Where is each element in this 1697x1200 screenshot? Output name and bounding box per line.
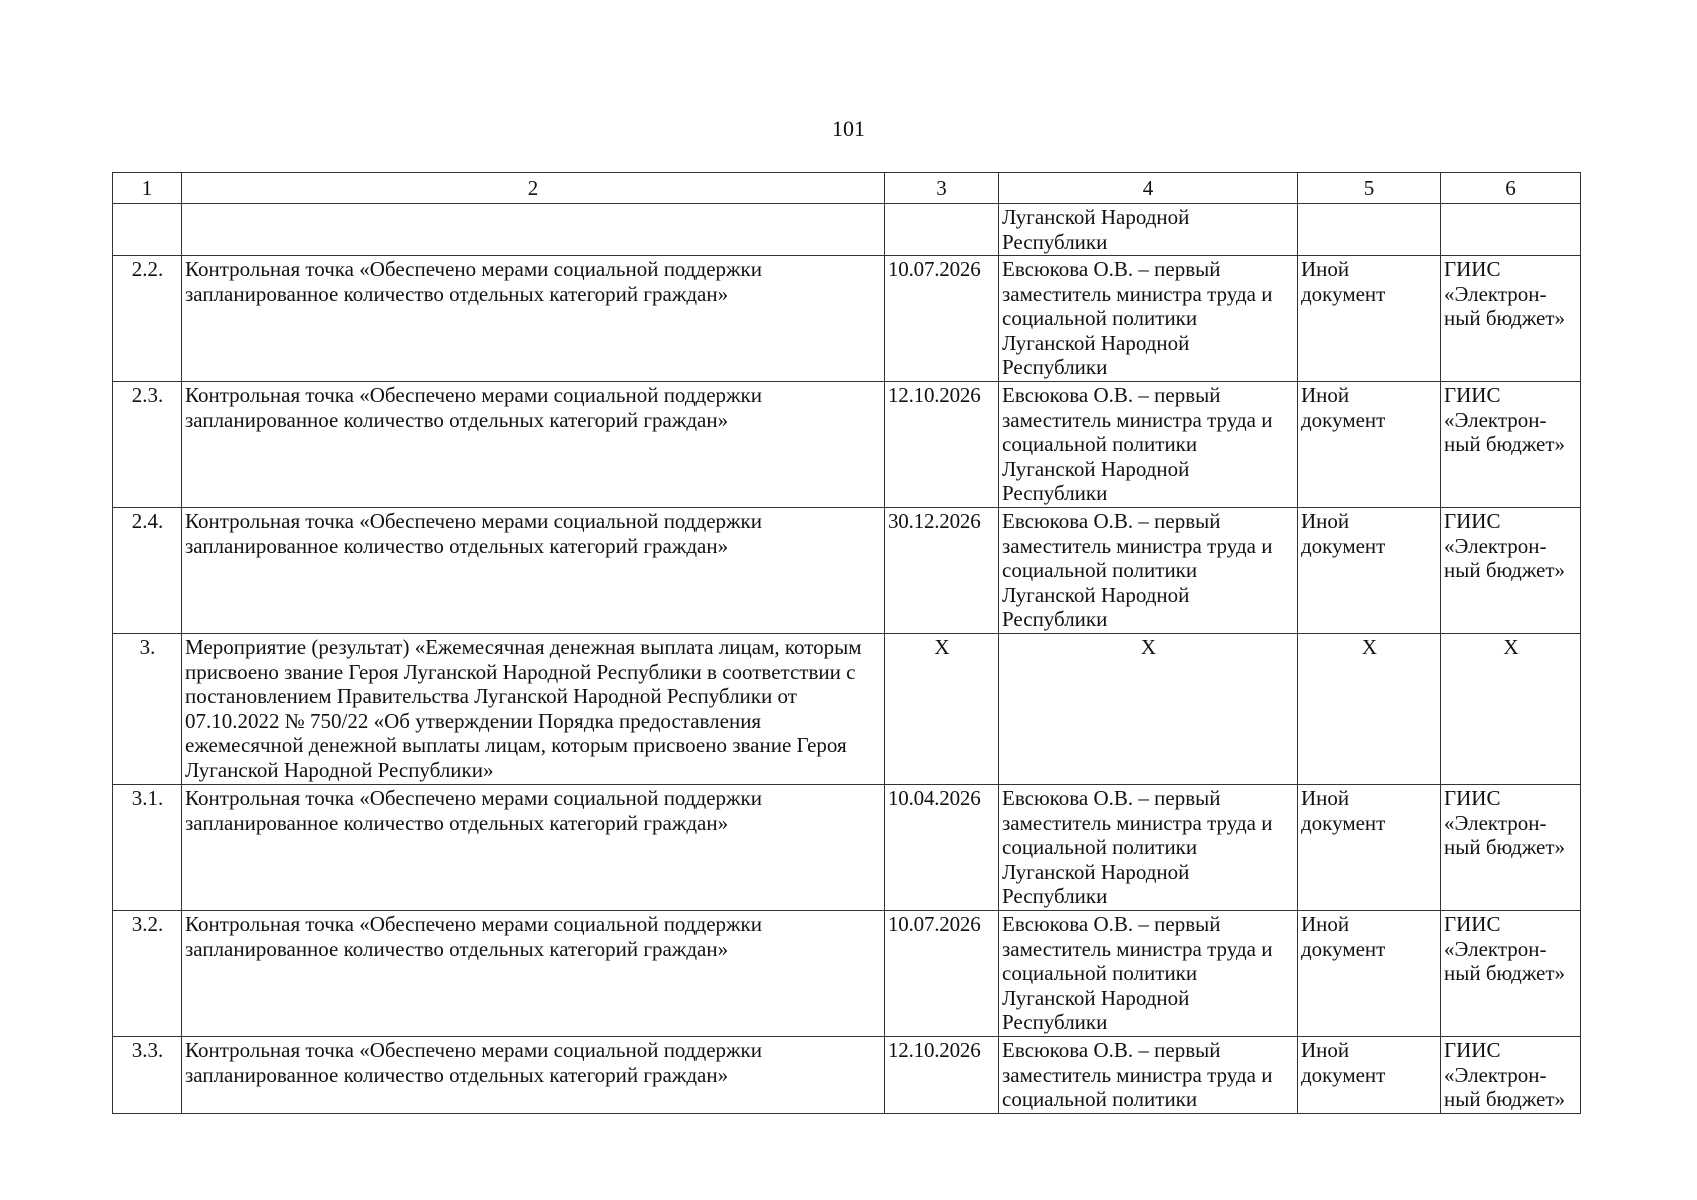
cell-date: 30.12.2026 [885,508,999,634]
table-row [113,508,1581,634]
table-header-row [113,173,1581,204]
cell-date [885,204,999,256]
cell-system: ГИИС «Электрон-ный бюджет» [1441,256,1581,382]
cell-document: Иной документ [1298,256,1441,382]
cell-document: Иной документ [1298,785,1441,911]
plan-table [112,172,1581,1114]
cell-description: Контрольная точка «Обеспечено мерами социальной поддержки запланированное количество отдельных категорий граждан» [182,382,885,508]
cell-document: Иной документ [1298,508,1441,634]
cell-document [1298,204,1441,256]
cell-description: Контрольная точка «Обеспечено мерами социальной поддержки запланированное количество отдельных категорий граждан» [182,508,885,634]
cell-document: Иной документ [1298,382,1441,508]
cell-description: Контрольная точка «Обеспечено мерами социальной поддержки запланированное количество отдельных категорий граждан» [182,256,885,382]
cell-responsible: Евсюкова О.В. – первый заместитель министра труда и социальной политики Луганской Народной Республики [999,508,1298,634]
cell-responsible: Евсюкова О.В. – первый заместитель министра труда и социальной политики Луганской Народной Республики [999,911,1298,1037]
cell-description: Контрольная точка «Обеспечено мерами социальной поддержки запланированное количество отдельных категорий граждан» [182,785,885,911]
table-row-continuation [113,204,1581,256]
cell-num: 2.3. [113,382,182,508]
cell-description [182,204,885,256]
column-header-6: 6 [1441,173,1581,204]
table-row-event [113,634,1581,785]
table-row [113,1037,1581,1114]
cell-date: 12.10.2026 [885,382,999,508]
cell-num: 3.1. [113,785,182,911]
cell-system [1441,204,1581,256]
cell-system: ГИИС «Электрон-ный бюджет» [1441,785,1581,911]
table-row [113,256,1581,382]
cell-responsible: Евсюкова О.В. – первый заместитель министра труда и социальной политики Луганской Народной Республики [999,256,1298,382]
column-header-4: 4 [999,173,1298,204]
cell-date: 10.07.2026 [885,911,999,1037]
cell-num: 3. [113,634,182,785]
cell-system: Х [1441,634,1581,785]
table-row [113,911,1581,1037]
column-header-1: 1 [113,173,182,204]
column-header-5: 5 [1298,173,1441,204]
cell-responsible: Х [999,634,1298,785]
cell-num: 2.2. [113,256,182,382]
cell-date: Х [885,634,999,785]
column-header-3: 3 [885,173,999,204]
cell-date: 10.07.2026 [885,256,999,382]
page-number: 101 [832,116,865,141]
column-header-2: 2 [182,173,885,204]
cell-description: Контрольная точка «Обеспечено мерами социальной поддержки запланированное количество отдельных категорий граждан» [182,911,885,1037]
cell-date: 10.04.2026 [885,785,999,911]
cell-date: 12.10.2026 [885,1037,999,1114]
cell-description: Мероприятие (результат) «Ежемесячная денежная выплата лицам, которым присвоено звание Героя Луганской Народной Республики в соответствии с постановлением Правительства Луганской Народной Республики от 07.10.2022 № 750/22 «Об утверждении Порядка предоставления ежемесячной денежной выплаты лицам, которым присвоено звание Героя Луганской Народной Республики» [182,634,885,785]
cell-document: Х [1298,634,1441,785]
table-row [113,785,1581,911]
cell-document: Иной документ [1298,911,1441,1037]
cell-system: ГИИС «Электрон-ный бюджет» [1441,1037,1581,1114]
cell-description: Контрольная точка «Обеспечено мерами социальной поддержки запланированное количество отдельных категорий граждан» [182,1037,885,1114]
cell-system: ГИИС «Электрон-ный бюджет» [1441,382,1581,508]
cell-responsible: Евсюкова О.В. – первый заместитель министра труда и социальной политики Луганской Народной Республики [999,382,1298,508]
cell-num: 3.3. [113,1037,182,1114]
cell-responsible: Луганской Народной Республики [999,204,1298,256]
cell-responsible: Евсюкова О.В. – первый заместитель министра труда и социальной политики Луганской Народной Республики [999,785,1298,911]
cell-document: Иной документ [1298,1037,1441,1114]
cell-system: ГИИС «Электрон-ный бюджет» [1441,508,1581,634]
cell-responsible: Евсюкова О.В. – первый заместитель министра труда и социальной политики [999,1037,1298,1114]
table-row [113,382,1581,508]
cell-num: 2.4. [113,508,182,634]
cell-num [113,204,182,256]
cell-num: 3.2. [113,911,182,1037]
cell-system: ГИИС «Электрон-ный бюджет» [1441,911,1581,1037]
